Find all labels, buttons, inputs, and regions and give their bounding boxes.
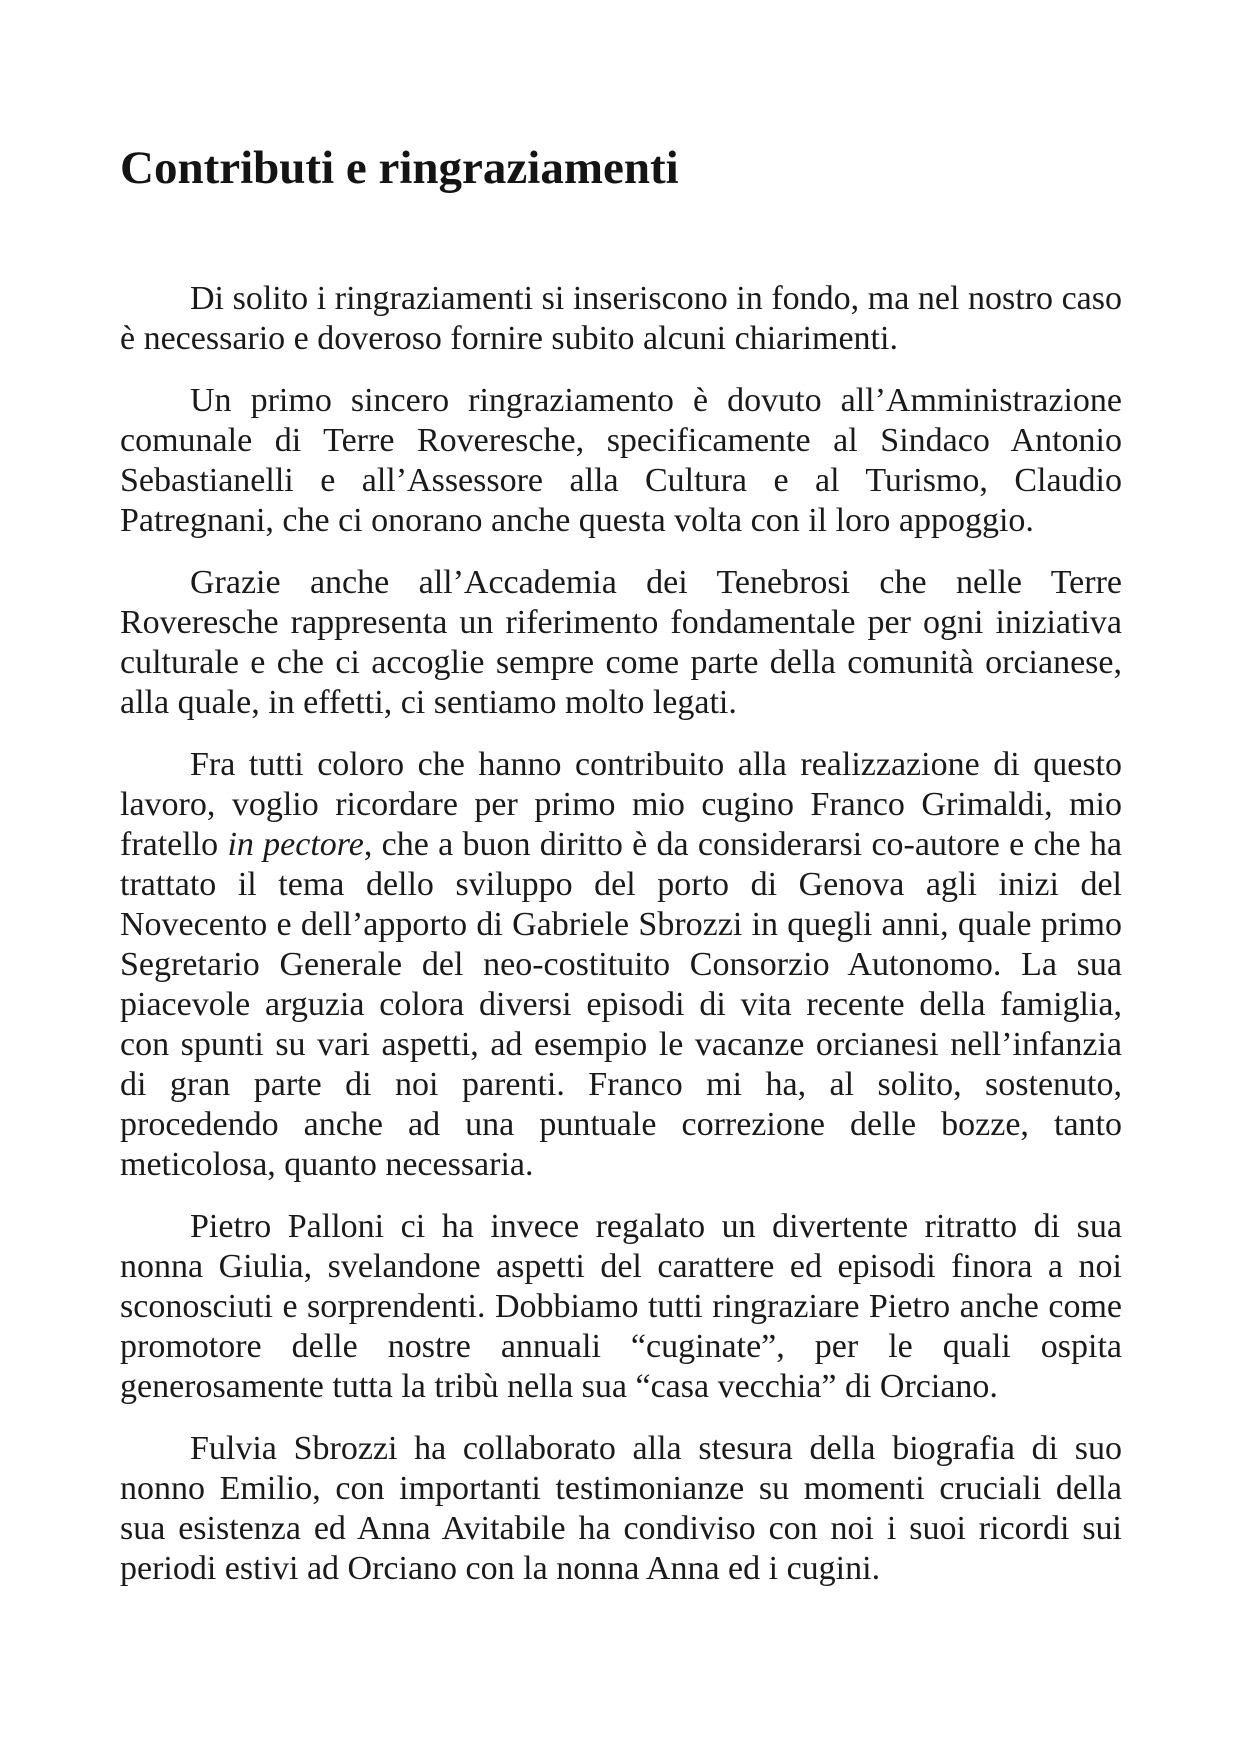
paragraph: [120, 563, 1122, 723]
text-segment: Pietro Palloni ci ha invece regalato un divertente ritratto di sua nonna Giulia, svelandone aspetti del carattere ed episodi finora a noi sconosciuti e sorprendenti. Dobbiamo tutti ringraziare Pietro anche come promotore delle nostre annuali “cuginate”, per le quali ospita generosamente tutta la tribù nella sua “casa vecchia” di Orciano.: [120, 1207, 1122, 1405]
italic-text: in pectore: [227, 825, 364, 863]
text-column: [120, 0, 1122, 1611]
page-title: Contributi e ringraziamenti: [120, 142, 679, 194]
text-segment: Grazie anche all’Accademia dei Tenebrosi che nelle Terre Roveresche rappresenta un riferimento fondamentale per ogni iniziativa culturale e che ci accoglie sempre come parte della comunità orcianese, alla quale, in effetti, ci sentiamo molto legati.: [120, 563, 1122, 721]
text-segment: , che a buon diritto è da considerarsi co-autore e che ha trattato il tema dello sviluppo del porto di Genova agli inizi del Novecento e dell’apporto di Gabriele Sbrozzi in quegli anni, quale primo Segretario Generale del neo-costituito Consorzio Autonomo. La sua piacevole arguzia colora diversi episodi di vita recente della famiglia, con spunti su vari aspetti, ad esempio le vacanze orcianesi nell’infanzia di gran parte di noi parenti. Franco mi ha, al solito, sostenuto, procedendo anche ad una puntuale correzione delle bozze, tanto meticolosa, quanto necessaria.: [120, 825, 1123, 1183]
text-segment: Fra tutti coloro che hanno contribuito alla realizzazione di questo lavoro, voglio ricordare per primo mio cugino Franco Grimaldi, mio fratello: [120, 745, 1122, 863]
paragraph: [120, 1207, 1122, 1407]
paragraph: [120, 1429, 1122, 1589]
paragraph: [120, 381, 1122, 541]
body-text: [120, 279, 1122, 1589]
text-segment: Un primo sincero ringraziamento è dovuto all’Amministrazione comunale di Terre Roveresche, specificamente al Sindaco Antonio Sebastianelli e all’Assessore alla Cultura e al Turismo, Claudio Patregnani, che ci onorano anche questa volta con il loro appoggio.: [120, 381, 1122, 539]
paragraph: [120, 279, 1122, 359]
text-segment: Di solito i ringraziamenti si inseriscono in fondo, ma nel nostro caso è necessario e doveroso fornire subito alcuni chiarimenti.: [120, 279, 1122, 357]
text-segment: Fulvia Sbrozzi ha collaborato alla stesura della biografia di suo nonno Emilio, con importanti testimonianze su momenti cruciali della sua esistenza ed Anna Avitabile ha condiviso con noi i suoi ricordi sui periodi estivi ad Orciano con la nonna Anna ed i cugini.: [120, 1429, 1122, 1587]
paragraph: [120, 745, 1122, 1185]
